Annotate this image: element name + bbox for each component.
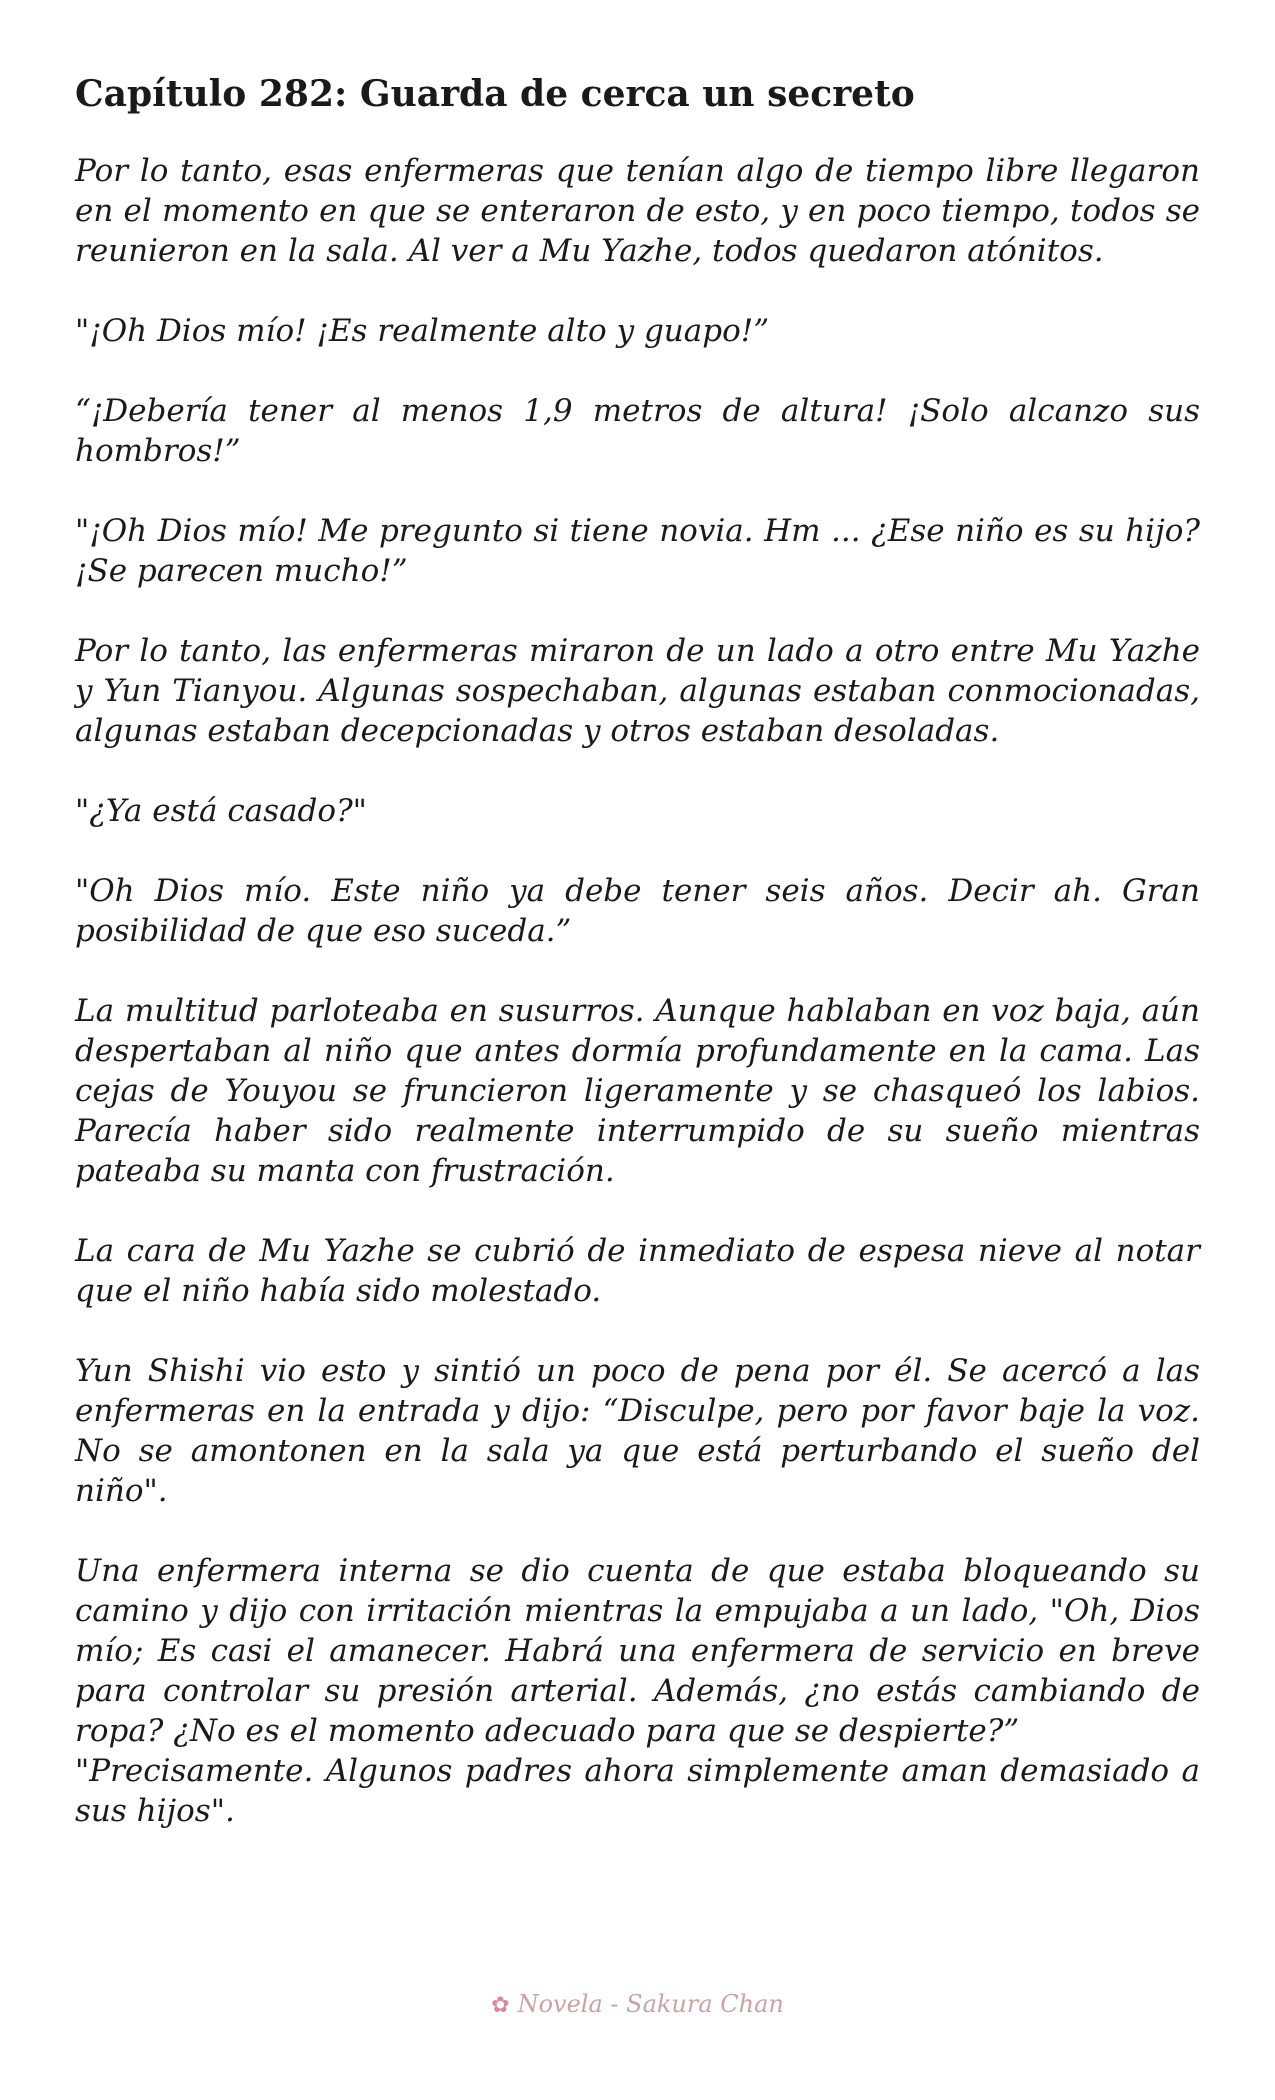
paragraph: Por lo tanto, esas enfermeras que tenían algo de tiempo libre llegaron en el momento en que se enteraron de esto, y en poco tiempo, todos se reunieron en la sala. Al ver a Mu Yazhe, todos quedaron atónitos. [75,153,1200,269]
chapter-title: Capítulo 282: Guarda de cerca un secreto [75,73,915,115]
paragraph: "¿Ya está casado?" [75,793,367,829]
document-page [75,72,1200,1871]
paragraph: "¡Oh Dios mío! ¡Es realmente alto y guapo!” [75,313,770,349]
paragraph: "Oh Dios mío. Este niño ya debe tener seis años. Decir ah. Gran posibilidad de que eso suceda.” [75,873,1200,949]
paragraph: "Precisamente. Algunos padres ahora simplemente aman demasiado a sus hijos". [75,1753,1200,1829]
paragraph: Por lo tanto, las enfermeras miraron de un lado a otro entre Mu Yazhe y Yun Tianyou. Algunas sospechaban, algunas estaban conmocionadas, algunas estaban decepcionadas y otros estaban desoladas. [75,633,1200,749]
watermark [0,1990,1275,2018]
paragraph: Yun Shishi vio esto y sintió un poco de pena por él. Se acercó a las enfermeras en la entrada y dijo: “Disculpe, pero por favor baje la voz. No se amontonen en la sala ya que está perturbando el sueño del niño". [75,1353,1200,1509]
paragraph: La multitud parloteaba en susurros. Aunque hablaban en voz baja, aún despertaban al niño que antes dormía profundamente en la cama. Las cejas de Youyou se fruncieron ligeramente y se chasqueó los labios. Parecía haber sido realmente interrumpido de su sueño mientras pateaba su manta con frustración. [75,993,1200,1189]
watermark-text: Novela - Sakura Chan [517,1990,784,2018]
paragraph: "¡Oh Dios mío! Me pregunto si tiene novia. Hm ... ¿Ese niño es su hijo? ¡Se parecen mucho!” [75,513,1200,589]
paragraph: “¡Debería tener al menos 1,9 metros de altura! ¡Solo alcanzo sus hombros!” [75,393,1200,469]
sakura-flower-icon: ✿ [491,1993,510,2018]
paragraph: Una enfermera interna se dio cuenta de que estaba bloqueando su camino y dijo con irritación mientras la empujaba a un lado, "Oh, Dios mío; Es casi el amanecer. Habrá una enfermera de servicio en breve para controlar su presión arterial. Además, ¿no estás cambiando de ropa? ¿No es el momento adecuado para que se despierte?” [75,1553,1200,1749]
paragraph: La cara de Mu Yazhe se cubrió de inmediato de espesa nieve al notar que el niño había sido molestado. [75,1233,1200,1309]
